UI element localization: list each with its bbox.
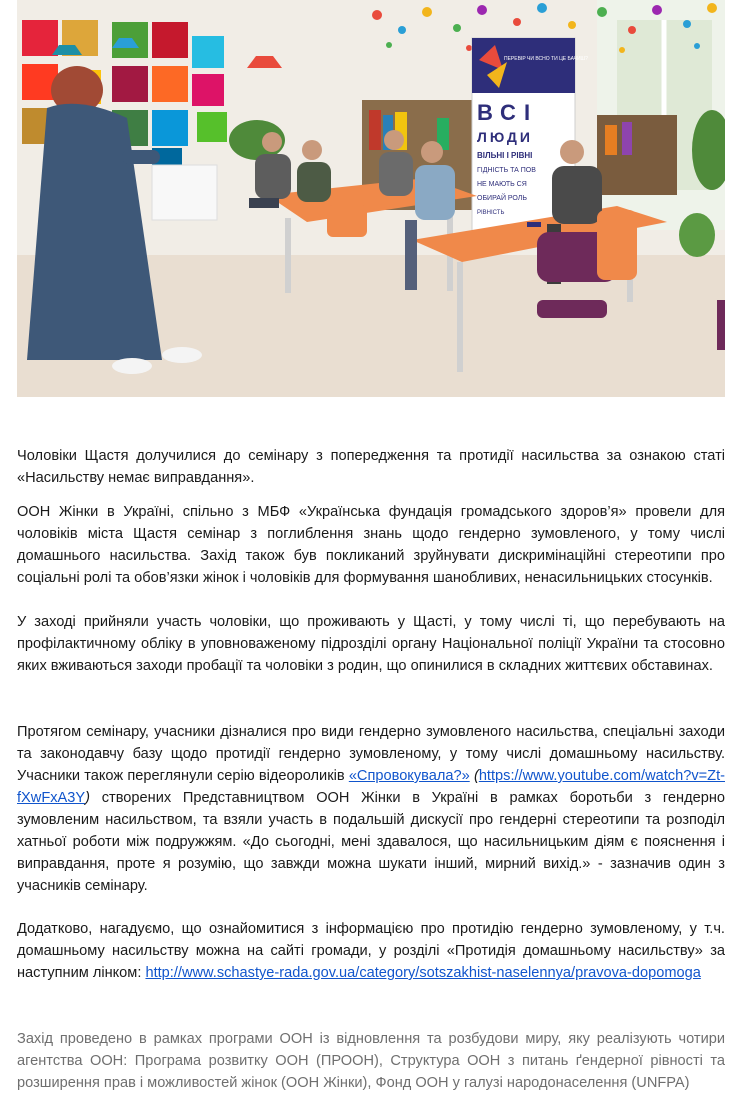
- paragraph-intro: Чоловіки Щастя долучилися до семінару з попередження та протидії насильства за ознакою статі «Насильству немає виправдання».: [17, 448, 725, 486]
- banner-line-5: РІВНІСТЬ: [477, 210, 505, 216]
- seminar-text-start: Протягом семінару, учасники дізналися про види гендерно зумовленого насильства, спеціальні заходи та законодавчу базу щодо протидії гендерно зумовленому, у тому числі домашньому насильству. Учасники також переглянули серію відеороликів: [17, 724, 725, 784]
- paragraph-additional-info: [17, 918, 725, 984]
- community-site-link[interactable]: http://www.schastye-rada.gov.ua/category/sotszakhist-naselennya/pravova-dopomoga: [145, 965, 701, 981]
- banner-title-1: ВСІ: [477, 100, 539, 125]
- youtube-link[interactable]: https://www.youtube.com/watch?v=Zt-fXwFxA3Y: [17, 768, 725, 806]
- paragraph-un-women-seminar: ООН Жінки в Україні, спільно з МБФ «Українська фундація громадського здоров’я» провели для чоловіків міста Щастя семінар з поглиблення знань щодо гендерно зумовленого, у тому числі домашнього насильства. Захід також був покликаний зруйнувати дискримінаційні стереотипи про соціальні ролі та обов’язки жінок і чоловіків для формування шанобливих, ненасильницьких стосунків.: [17, 504, 725, 586]
- banner-title-2: ЛЮДИ: [477, 129, 533, 145]
- paren-close: ): [85, 790, 90, 806]
- additional-info-text: Додатково, нагадуємо, що ознайомитися з інформацією про протидію гендерно зумовленому, у т.ч. домашньому насильству можна на сайті громади, у розділі «Протидія домашньому насильству» за наступним лінком:: [17, 921, 725, 981]
- banner-line-3: НЕ МАЮТЬ СЯ: [477, 181, 527, 188]
- seminar-text-end: створених Представництвом ООН Жінки в Україні в рамках боротьби з гендерно зумовленим насильством, та взяли участь в подальшій дискусії про гендерні стереотипи та розподіл хатньої роботи між подружжям. «До сьогодні, мені здавалося, що насильницьким діям є пояснення і виправдання, проте я розумію, що завжди можна шукати інший, мирний вихід.» - зазначив один з учасників семінару.: [17, 790, 725, 894]
- banner-small-text: ПЕРЕВІР ЧИ ВСНО ТИ ЦЕ БАЧИШ?: [504, 56, 588, 62]
- banner-line-4: ОБИРАЙ РОЛЬ: [477, 195, 527, 202]
- banner-line-1: ВІЛЬНІ І РІВНІ: [477, 151, 533, 160]
- paragraph-program-note: Захід проведено в рамках програми ООН із відновлення та розбудови миру, яку реалізують чотири агентства ООН: Програма розвитку ООН (ПРООН), Структура ООН з питань ґендерної рівності та розширення прав і можливостей жінок (ООН Жінки), Фонд ООН у галузі народонаселення (UNFPA): [17, 1031, 725, 1091]
- seminar-photo: [17, 0, 725, 397]
- paren-open: (: [469, 768, 479, 784]
- banner-line-2: ГІДНІСТЬ ТА ПОВ: [477, 167, 536, 174]
- paragraph-seminar-content: [17, 721, 725, 897]
- video-series-link[interactable]: «Спровокувала?»: [348, 768, 470, 784]
- paragraph-participants: У заході прийняли участь чоловіки, що проживають у Щасті, у тому числі ті, що перебувають на профілактичному обліку в уповноваженому підрозділі органу Національної поліції України та стосовно яких вживаються заходи пробації та чоловіки з родин, що опинилися в складних життєвих обставинах.: [17, 614, 725, 674]
